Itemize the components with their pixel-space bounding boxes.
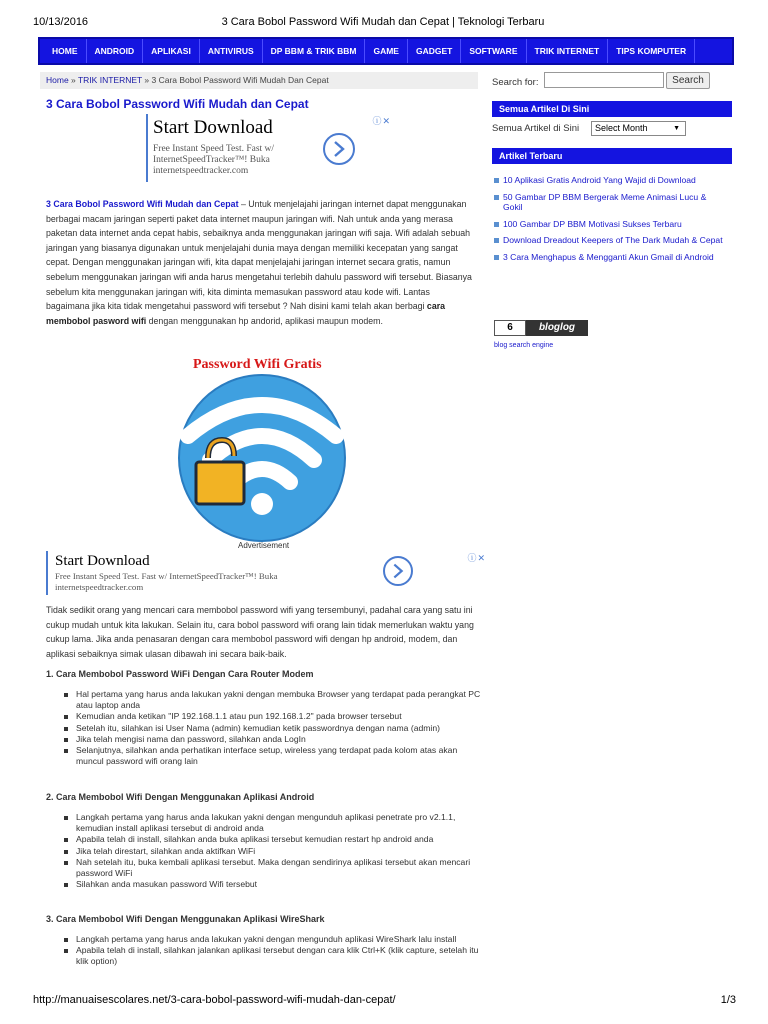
bloglog-caption[interactable]: blog search engine [494, 342, 554, 349]
advertisement-label: Advertisement [238, 541, 290, 550]
main-navbar [38, 37, 734, 65]
list-item: Langkah pertama yang harus anda lakukan yakni dengan mengunduh aplikasi penetrate pro v2.1.1, kemudian install aplikasi tersebut di android anda [61, 812, 486, 834]
print-page-number: 1/3 [720, 994, 736, 1006]
search-input[interactable] [544, 72, 664, 88]
ad-arrow-button[interactable] [383, 556, 413, 586]
intro-bold: cara membobol pasword wifi [46, 301, 446, 326]
ad-text-line: internetspeedtracker.com [153, 166, 249, 176]
intro-paragraph [46, 197, 474, 328]
dropdown-arrow-icon: ▼ [673, 125, 680, 132]
ad-choices-icon[interactable]: ⓘ✕ [467, 553, 486, 563]
steps-list-1 [61, 689, 486, 767]
intro-body: – Untuk menjelajahi jaringan internet dapat menggunakan berbagai macam jaringan seperti paket data internet maupun jaringan wifi. Nah untuk anda yang merasa paketan data internet anda cepat habis, sebaiknya anda menggunakan jaringan wifi saja. Wifi adalah sebuah jaringan yang biasanya digunakan untuk menjelajahi dunia maya dengan memiliki kecepatan yang sangat cepat. Dengan menggunakan jaringan wifi, kita dapat menjelajahi jaringan internet secara gratis, namun sebelum menggunakan jaringan wifi anda harus mengetahui terlebih dahulu password wifi tersebut. Biasanya sebelum kita menggunakan jaringan wifi, kita diminta memasukan password atau kode wifi. Lantas bagaimana jika kita tidak mengetahui password wifi tersebut ? Nah disini kami telah akan berbagi [46, 199, 472, 312]
breadcrumb [40, 72, 478, 89]
nav-item-home[interactable]: HOME [44, 39, 87, 63]
chevron-right-icon [333, 141, 345, 157]
list-item: Selanjutnya, silahkan anda perhatikan interface setup, wireless yang terdapat pada kolom atas akan muncul password wifi orang lain [61, 745, 486, 767]
nav-item-android[interactable]: ANDROID [87, 39, 144, 63]
wifi-image-caption: Password Wifi Gratis [193, 357, 322, 372]
breadcrumb-current: 3 Cara Bobol Password Wifi Mudah Dan Cepat [151, 75, 329, 85]
recent-post-link[interactable]: 10 Aplikasi Gratis Android Yang Wajid di Download [492, 175, 727, 186]
nav-item-software[interactable]: SOFTWARE [461, 39, 526, 63]
print-page-title: 3 Cara Bobol Password Wifi Mudah dan Cepat | Teknologi Terbaru [221, 16, 545, 28]
list-item: Hal pertama yang harus anda lakukan yakni dengan membuka Browser yang terdapat pada perangkat PC atau laptop anda [61, 689, 486, 711]
list-item: Langkah pertama yang harus anda lakukan yakni dengan mengunduh aplikasi WireShark lalu install [61, 934, 486, 945]
nav-item-aplikasi[interactable]: APLIKASI [143, 39, 200, 63]
list-item: Apabila telah di install, silahkan anda buka aplikasi tersebut kemudian restart hp android anda [61, 834, 486, 845]
nav-item-game[interactable]: GAME [365, 39, 408, 63]
ad-text-line: InternetSpeedTracker™! Buka [153, 155, 270, 165]
main-content [40, 72, 478, 111]
print-url: http://manuaisescolares.net/3-cara-bobol-password-wifi-mudah-dan-cepat/ [33, 994, 396, 1006]
archive-label: Semua Artikel di Sini [492, 123, 580, 134]
search-label: Search for: [492, 77, 539, 88]
nav-item-antivirus[interactable]: ANTIVIRUS [200, 39, 263, 63]
wifi-lock-image [176, 372, 348, 544]
steps-list-2 [61, 812, 486, 890]
list-item: Nah setelah itu, buka kembali aplikasi tersebut. Maka dengan sendirinya aplikasi tersebut akan mencari password WiFi [61, 857, 486, 879]
archive-select-value: Select Month [595, 123, 648, 133]
section-heading-2: 2. Cara Membobol Wifi Dengan Menggunakan Aplikasi Android [46, 792, 315, 802]
chevron-right-icon [393, 564, 404, 579]
steps-list-3 [61, 934, 486, 968]
section-heading-1: 1. Cara Membobol Password WiFi Dengan Cara Router Modem [46, 669, 314, 679]
nav-item-dp-bbm[interactable]: DP BBM & TRIK BBM [263, 39, 366, 63]
ad-headline[interactable]: Start Download [153, 117, 273, 138]
ad-text-line: Free Instant Speed Test. Fast w/ [153, 144, 275, 154]
ad-accent-bar [146, 114, 148, 182]
bloglog-badge[interactable] [494, 320, 586, 336]
print-date: 10/13/2016 [33, 16, 89, 28]
ad-headline[interactable]: Start Download [55, 553, 150, 569]
list-item: Apabila telah di install, silahkan jalankan aplikasi tersebut dengan cara klik Ctrl+K (klik capture, setelah itu klik option) [61, 945, 486, 967]
breadcrumb-separator: » [68, 75, 78, 85]
ad-text [153, 144, 274, 177]
archive-month-select[interactable] [591, 121, 686, 136]
section-heading-3: 3. Cara Membobol Wifi Dengan Menggunakan Aplikasi WireShark [46, 914, 325, 924]
bloglog-logo: bloglog [526, 320, 588, 336]
recent-widget-title: Artikel Terbaru [492, 148, 732, 164]
ad-accent-bar [46, 551, 48, 595]
ad-arrow-button[interactable] [323, 133, 355, 165]
list-item: Setelah itu, silahkan isi User Nama (admin) kemudian ketik passwordnya dengan nama (admin) [61, 723, 486, 734]
list-item: Kemudian anda ketikan "IP 192.168.1.1 atau pun 192.168.1.2" pada browser tersebut [61, 711, 486, 722]
breadcrumb-category[interactable]: TRIK INTERNET [77, 75, 143, 85]
recent-post-link[interactable]: 100 Gambar DP BBM Motivasi Sukses Terbaru [492, 219, 727, 230]
recent-post-link[interactable]: 3 Cara Menghapus & Mengganti Akun Gmail di Android [492, 252, 727, 263]
nav-item-trik-internet[interactable]: TRIK INTERNET [527, 39, 609, 63]
recent-post-link[interactable]: 50 Gambar DP BBM Bergerak Meme Animasi Lucu & Gokil [492, 192, 727, 213]
recent-posts-list [492, 175, 727, 268]
ad-text-line: Free Instant Speed Test. Fast w/ InternetSpeedTracker™! Buka [55, 571, 278, 581]
list-item: Jika telah mengisi nama dan password, silahkan anda LogIn [61, 734, 486, 745]
search-button[interactable]: Search [666, 72, 710, 89]
ad-text [55, 571, 278, 593]
ad-choices-icon[interactable]: ⓘ✕ [372, 116, 391, 126]
nav-item-tips-komputer[interactable]: TIPS KOMPUTER [608, 39, 695, 63]
list-item: Silahkan anda masukan password Wifi tersebut [61, 879, 486, 890]
archive-widget-title: Semua Artikel Di Sini [492, 101, 732, 117]
intro-tail: dengan menggunakan hp andorid, aplikasi maupun modem. [146, 315, 383, 326]
intro-lead-link[interactable]: 3 Cara Bobol Password Wifi Mudah dan Cepat [46, 199, 239, 209]
print-header [33, 16, 733, 30]
ad-banner-mid[interactable] [46, 551, 486, 595]
bloglog-count: 6 [494, 320, 526, 336]
list-item: Jika telah direstart, silahkan anda aktifkan WiFi [61, 846, 486, 857]
ad-banner-top[interactable] [146, 114, 391, 182]
post-title[interactable]: 3 Cara Bobol Password Wifi Mudah dan Cepat [46, 97, 309, 111]
paragraph-2: Tidak sedikit orang yang mencari cara membobol password wifi yang tersembunyi, padahal cara yang satu ini cukup mudah untuk kita lakukan. Selain itu, cara bobol password wifi orang lain tidak memerlukan waktu yang cukup lama. Jika anda penasaran dengan cara membobol password wifi dengan hp android, modem, dan aplikasi sebaiknya simak ulasan dibawah ini secara baik-baik. [46, 605, 474, 659]
nav-item-gadget[interactable]: GADGET [408, 39, 461, 63]
breadcrumb-home[interactable]: Home [46, 75, 69, 85]
ad-text-line: internetspeedtracker.com [55, 582, 144, 592]
recent-post-link[interactable]: Download Dreadout Keepers of The Dark Mudah & Cepat [492, 235, 727, 246]
breadcrumb-separator: » [142, 75, 152, 85]
